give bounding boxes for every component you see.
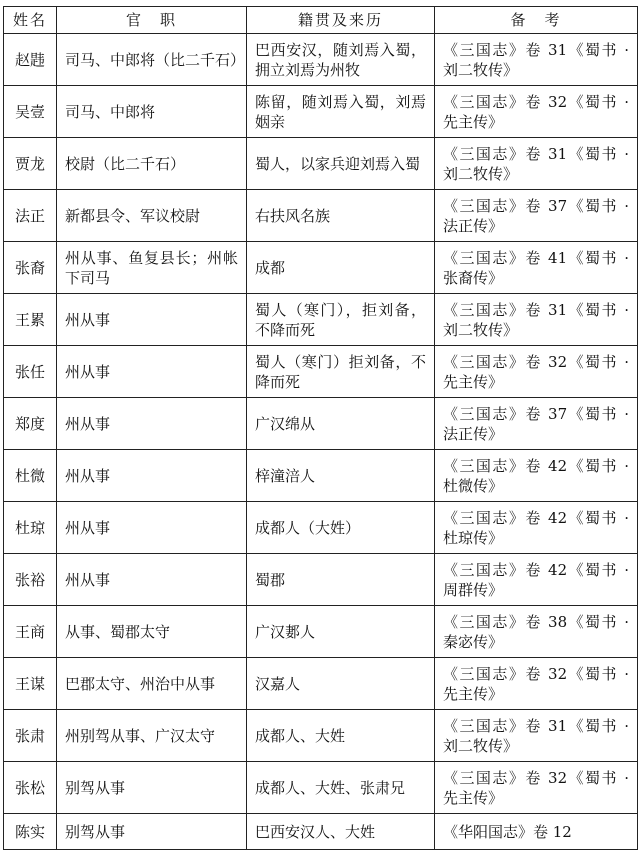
table-row [4,190,638,242]
table-row [4,242,638,294]
cell-post: 州从事 [57,450,247,502]
cell-note: 《三国志》卷 42《蜀书 · 杜微传》 [435,450,638,502]
cell-note: 《三国志》卷 37《蜀书 · 法正传》 [435,190,638,242]
cell-post: 州从事、鱼复县长；州帐下司马 [57,242,247,294]
cell-name: 法正 [4,190,57,242]
table-row [4,658,638,710]
cell-note: 《三国志》卷 31《蜀书 · 刘二牧传》 [435,710,638,762]
cell-origin: 汉嘉人 [247,658,435,710]
cell-name: 郑度 [4,398,57,450]
cell-post: 司马、中郎将 [57,86,247,138]
table-row [4,710,638,762]
cell-name: 杜琼 [4,502,57,554]
cell-name: 张裔 [4,242,57,294]
cell-name: 吴壹 [4,86,57,138]
cell-post: 州从事 [57,398,247,450]
table-row [4,34,638,86]
cell-name: 贾龙 [4,138,57,190]
header-name: 姓名 [4,7,57,34]
cell-note: 《三国志》卷 38《蜀书 · 秦宓传》 [435,606,638,658]
cell-note: 《三国志》卷 32《蜀书 · 先主传》 [435,86,638,138]
cell-note: 《三国志》卷 42《蜀书 · 周群传》 [435,554,638,606]
cell-origin: 巴西安汉人、大姓 [247,814,435,850]
cell-post: 州从事 [57,346,247,398]
cell-post: 州别驾从事、广汉太守 [57,710,247,762]
table-row [4,294,638,346]
header-post: 官 职 [57,7,247,34]
cell-origin: 陈留，随刘焉入蜀，刘焉姻亲 [247,86,435,138]
header-origin: 籍贯及来历 [247,7,435,34]
cell-origin: 广汉郪人 [247,606,435,658]
cell-note: 《华阳国志》卷 12 [435,814,638,850]
cell-origin: 巴西安汉，随刘焉入蜀，拥立刘焉为州牧 [247,34,435,86]
cell-origin: 广汉绵从 [247,398,435,450]
cell-origin: 蜀人（寒门）拒刘备，不降而死 [247,346,435,398]
cell-post: 从事、蜀郡太守 [57,606,247,658]
cell-origin: 成都人、大姓、张肃兄 [247,762,435,814]
cell-name: 王累 [4,294,57,346]
table-row [4,606,638,658]
table-row [4,346,638,398]
cell-post: 州从事 [57,294,247,346]
table-row [4,86,638,138]
table-header [4,7,638,34]
cell-post: 州从事 [57,554,247,606]
cell-name: 张裕 [4,554,57,606]
cell-origin: 蜀郡 [247,554,435,606]
table-row [4,138,638,190]
table-row [4,450,638,502]
cell-name: 王商 [4,606,57,658]
cell-post: 巴郡太守、州治中从事 [57,658,247,710]
table-row [4,398,638,450]
cell-name: 张肃 [4,710,57,762]
cell-post: 司马、中郎将（比二千石） [57,34,247,86]
header-note: 备 考 [435,7,638,34]
cell-note: 《三国志》卷 32《蜀书 · 先主传》 [435,762,638,814]
table-row [4,502,638,554]
cell-origin: 成都人（大姓） [247,502,435,554]
cell-name: 张松 [4,762,57,814]
cell-name: 杜微 [4,450,57,502]
cell-post: 州从事 [57,502,247,554]
cell-post: 别驾从事 [57,814,247,850]
cell-name: 赵韪 [4,34,57,86]
table-row [4,814,638,850]
cell-post: 别驾从事 [57,762,247,814]
cell-note: 《三国志》卷 32《蜀书 · 先主传》 [435,658,638,710]
cell-origin: 右扶风名族 [247,190,435,242]
table-row [4,554,638,606]
cell-note: 《三国志》卷 41《蜀书 · 张裔传》 [435,242,638,294]
table-body [4,34,638,850]
cell-note: 《三国志》卷 31《蜀书 · 刘二牧传》 [435,138,638,190]
cell-note: 《三国志》卷 31《蜀书 · 刘二牧传》 [435,34,638,86]
cell-note: 《三国志》卷 42《蜀书 · 杜琼传》 [435,502,638,554]
cell-name: 陈实 [4,814,57,850]
cell-name: 王谋 [4,658,57,710]
cell-post: 校尉（比二千石） [57,138,247,190]
cell-origin: 成都人、大姓 [247,710,435,762]
cell-origin: 成都 [247,242,435,294]
cell-name: 张任 [4,346,57,398]
table-row [4,762,638,814]
cell-note: 《三国志》卷 31《蜀书 · 刘二牧传》 [435,294,638,346]
cell-note: 《三国志》卷 32《蜀书 · 先主传》 [435,346,638,398]
cell-origin: 蜀人，以家兵迎刘焉入蜀 [247,138,435,190]
cell-origin: 蜀人（寒门），拒刘备，不降而死 [247,294,435,346]
header-row [4,7,638,34]
cell-origin: 梓潼涪人 [247,450,435,502]
cell-post: 新都县令、军议校尉 [57,190,247,242]
officials-table [3,6,638,850]
cell-note: 《三国志》卷 37《蜀书 · 法正传》 [435,398,638,450]
